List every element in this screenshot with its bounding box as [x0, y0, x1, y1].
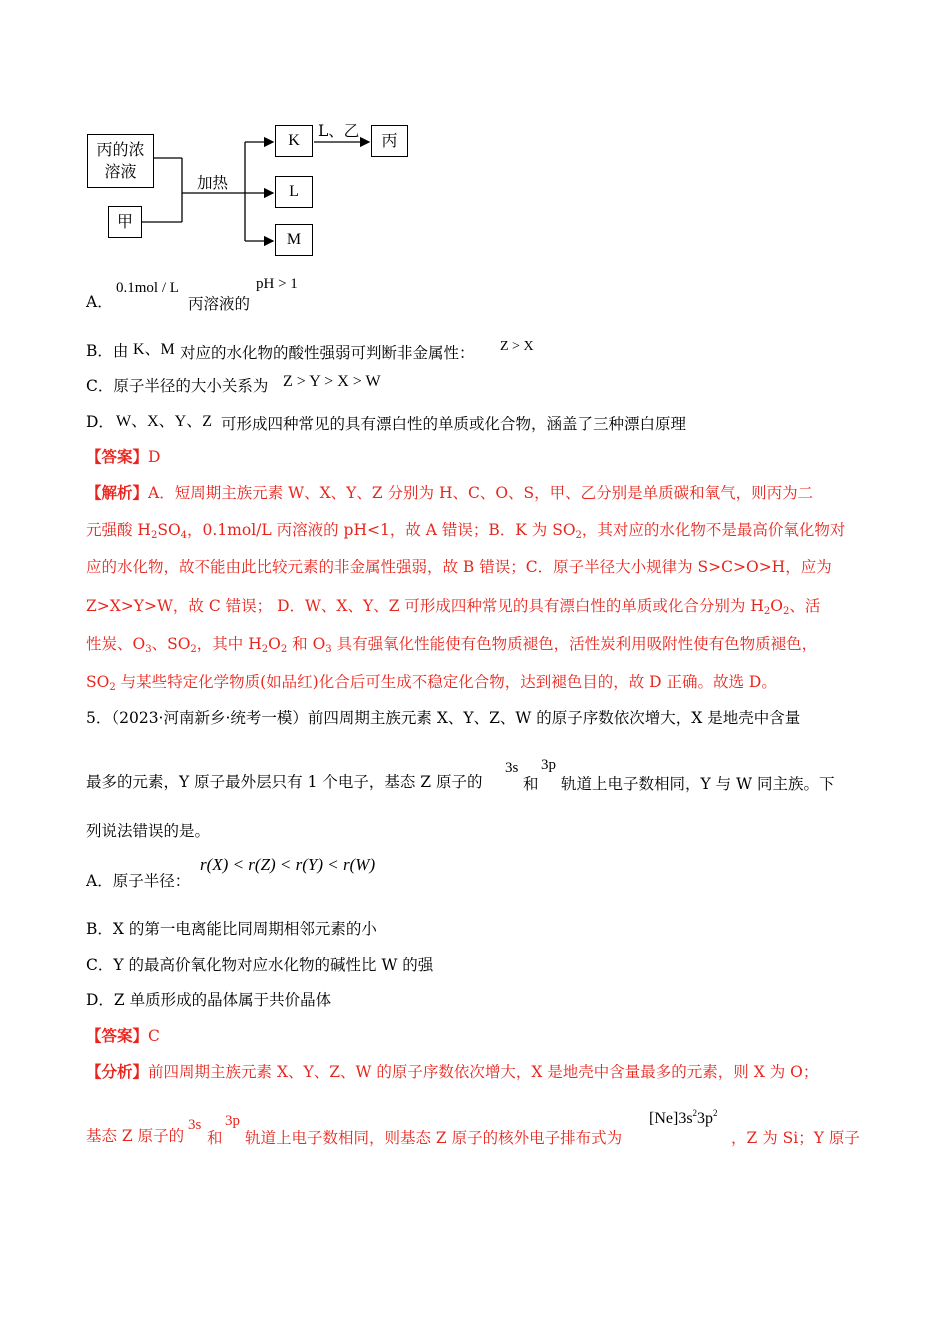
q4-analysis-line4 [86, 596, 820, 622]
q5-analysis-text1: 前四周期主族元素 X、Y、Z、W 的原子序数依次增大，X 是地壳中含量最多的元素，则 X 为 O； [148, 1063, 819, 1081]
q4-analysis-line2-a: 元强酸 H [86, 521, 151, 539]
sub-2: 2 [150, 530, 158, 541]
q5-analysis-math-3s: 3s [188, 1117, 202, 1133]
sub-4: 4 [180, 530, 188, 541]
q4-option-d-label: D． [86, 413, 114, 431]
q5-stem-line1: 5．（2023·河南新乡·统考一模）前四周期主族元素 X、Y、Z、W 的原子序数依次增大，X 是地壳中含量 [86, 709, 801, 727]
q5-option-d: D．Z 单质形成的晶体属于共价晶体 [86, 991, 332, 1009]
q4-option-a-math1: 0.1mol / L [116, 280, 179, 296]
q5-analysis-math-3p: 3p [225, 1113, 240, 1129]
sub-2: 2 [763, 606, 771, 617]
sub-2: 2 [190, 644, 197, 655]
q5-option-b: B．X 的第一电离能比同周期相邻元素的小 [86, 920, 377, 938]
q4-option-a-text: 丙溶液的 [188, 295, 251, 313]
q4-analysis-line2-d: ，其对应的水化物不是最高价氧化物对 [581, 521, 846, 539]
q4-analysis-line3: 应的水化物，故不能由此比较元素的非金属性强弱，故 B 错误；C．原子半径大小规律为 S>C>O>H，应为 [86, 558, 832, 576]
q4-option-b-text: 对应的水化物的酸性强弱可判断非金属性： [180, 344, 475, 362]
node-k-label: K [288, 132, 300, 149]
q4-option-b [86, 341, 128, 361]
q4-option-b-label: B．由 [86, 342, 129, 360]
q5-analysis-line2a: 基态 Z 原子的 [86, 1127, 185, 1145]
node-bing-concentrated-line2: 溶液 [104, 162, 137, 181]
node-l [275, 176, 313, 208]
sub-2: 2 [280, 644, 288, 655]
q4-answer-value: D [148, 448, 161, 466]
config-sup2: 2 [713, 1108, 718, 1118]
q4-option-a-math2: pH > 1 [256, 276, 298, 292]
q5-analysis-line2d: ，Z 为 Si；Y 原子 [731, 1129, 860, 1147]
q4-analysis-line6-b: 与某些特定化学物质(如品红)化合后可生成不稳定化合物，达到褪色目的，故 D 正确。故选 D。 [115, 673, 777, 691]
node-m [275, 224, 313, 256]
q5-stem-math-3s: 3s [505, 760, 519, 776]
config-part2: 3p [697, 1110, 714, 1127]
q4-analysis-line2 [86, 520, 845, 546]
q4-analysis-line1 [86, 483, 813, 503]
q5-answer-value: C [148, 1027, 160, 1045]
q4-analysis-line5-e: 和 O [287, 635, 326, 653]
q5-analysis-line1 [86, 1062, 818, 1082]
q4-analysis-line6 [86, 672, 777, 698]
q4-option-c [86, 376, 268, 396]
q5-analysis-he: 和 [207, 1129, 223, 1147]
q5-option-a-math: r(X) < r(Z) < r(Y) < r(W) [200, 855, 376, 874]
node-jia [108, 206, 142, 238]
q4-option-b-math1: K、M [133, 341, 175, 358]
sub-2: 2 [782, 606, 790, 617]
label-l-yi: L、乙 [318, 122, 360, 140]
q4-analysis-line6-a: SO [86, 673, 110, 691]
q4-analysis-line5-f: 具有强氧化性能使有色物质褪色，活性炭利用吸附性使有色物质褪色， [331, 635, 818, 653]
q4-option-d [86, 412, 114, 432]
q4-analysis-line4-c: 、活 [789, 597, 821, 615]
q5-analysis-config [649, 1108, 718, 1128]
sub-3: 3 [145, 644, 152, 655]
q4-option-a [86, 292, 113, 312]
q4-analysis-line4-b: O [770, 597, 783, 615]
q4-analysis-line5 [86, 634, 817, 660]
q4-analysis-line5-d: O [268, 635, 281, 653]
q4-analysis-line5-b: 、SO [151, 635, 191, 653]
q5-option-c: C．Y 的最高价氧化物对应水化物的碱性比 W 的强 [86, 956, 434, 974]
q4-option-d-text: 可形成四种常见的具有漂白性的单质或化合物，涵盖了三种漂白原理 [221, 415, 687, 433]
node-m-label: M [286, 231, 302, 248]
q5-answer [86, 1026, 160, 1046]
q4-analysis-line5-a: 性炭、O [86, 635, 146, 653]
q4-option-a-label: A． [86, 293, 113, 311]
q5-option-a: A．原子半径： [86, 872, 191, 890]
node-bing-label: 丙 [381, 131, 398, 150]
q4-option-b-math2: Z > X [500, 339, 534, 354]
q4-option-d-math: W、X、Y、Z [116, 413, 212, 430]
sub-2: 2 [109, 682, 116, 693]
node-bing-concentrated [87, 134, 154, 188]
sub-2: 2 [575, 530, 582, 541]
node-bing [371, 125, 408, 157]
node-jia-label: 甲 [116, 212, 133, 231]
q4-answer [86, 447, 160, 467]
q4-answer-tag: 【答案】 [86, 447, 149, 466]
q5-stem-line2a: 最多的元素，Y 原子最外层只有 1 个电子，基态 Z 原子的 [86, 773, 483, 791]
q5-analysis-tag: 【分析】 [86, 1062, 149, 1081]
sub-3: 3 [325, 644, 332, 655]
sub-2: 2 [261, 644, 269, 655]
q4-analysis-tag: 【解析】 [86, 483, 149, 502]
q4-analysis-line2-b: SO [157, 521, 181, 539]
node-l-label: L [289, 183, 299, 200]
config-part1: [Ne]3s [649, 1110, 693, 1127]
node-k [275, 125, 313, 157]
q4-option-c-math: Z > Y > X > W [283, 373, 381, 390]
q4-analysis-text1: A．短周期主族元素 W、X、Y、Z 分别为 H、C、O、S，甲、乙分别是单质碳和氧气，则丙为二 [148, 484, 814, 502]
q5-stem-he: 和 [523, 775, 539, 793]
q5-stem-line3: 列说法错误的是。 [86, 822, 211, 840]
q4-analysis-line5-c: ，其中 H [196, 635, 262, 653]
q5-stem-line2c: 轨道上电子数相同，Y 与 W 同主族。下 [561, 775, 835, 793]
q4-analysis-line2-c: ，0.1mol/L 丙溶液的 pH<1，故 A 错误；B．K 为 SO [187, 521, 576, 539]
q5-answer-tag: 【答案】 [86, 1026, 149, 1045]
node-bing-concentrated-line1: 丙的浓 [96, 140, 145, 159]
q4-analysis-line4-a: Z>X>Y>W，故 C 错误； D．W、X、Y、Z 可形成四种常见的具有漂白性的单质或化合分别为 H [86, 597, 764, 615]
config-sup1: 2 [692, 1108, 698, 1118]
q4-option-c-label: C．原子半径的大小关系为 [86, 377, 269, 395]
label-heat: 加热 [197, 174, 229, 192]
q5-analysis-line2c: 轨道上电子数相同，则基态 Z 原子的核外电子排布式为 [245, 1129, 623, 1147]
q5-stem-math-3p: 3p [541, 757, 556, 773]
